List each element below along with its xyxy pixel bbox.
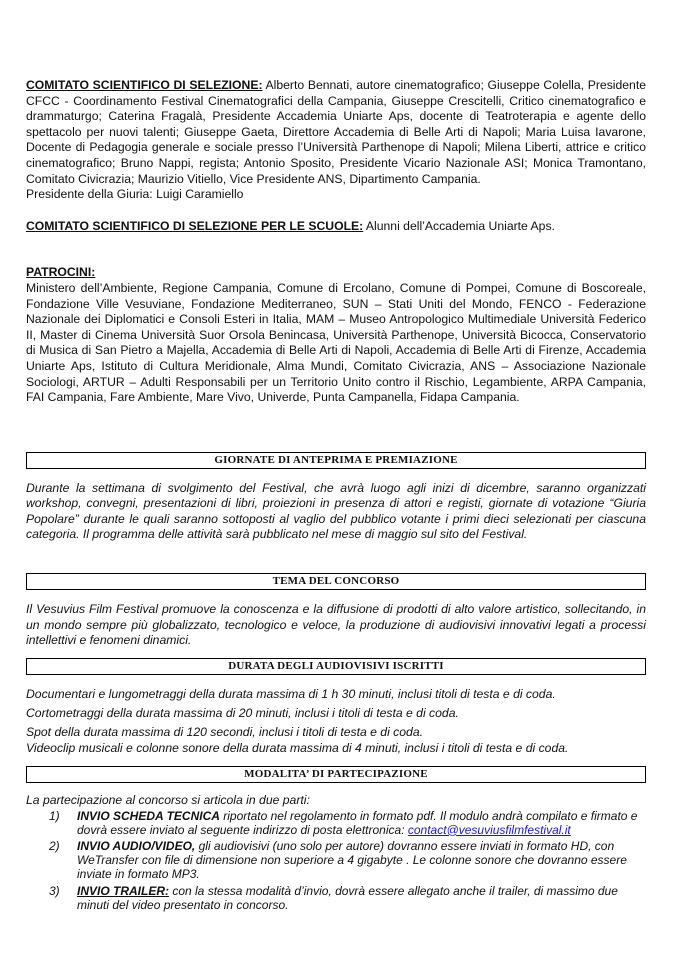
step-label: INVIO SCHEDA TECNICA — [77, 808, 220, 823]
tema-text: Il Vesuvius Film Festival promuove la conoscenza e la diffusione di prodotti di alto valore artistico, sollecitando, in un mondo sempre più globalizzato, tecnologico e veloce, la produzione di audiovisivi innovativi legati a processi intellettivi e fenomeni dinamici. — [26, 602, 646, 648]
step-number: 3) — [49, 883, 60, 898]
modalita-steps — [48, 809, 646, 912]
durata-line: Spot della durata massima di 120 secondi, inclusi i titoli di testa e di coda. — [26, 725, 423, 740]
durata-line: Documentari e lungometraggi della durata massima di 1 h 30 minuti, inclusi titoli di testa e di coda. — [26, 686, 556, 701]
contact-email-link[interactable]: contact@vesuviusfilmfestival.it — [407, 822, 571, 837]
giornate-section-title: GIORNATE DI ANTEPRIMA E PREMIAZIONE — [26, 452, 646, 469]
comitato-scuole-paragraph — [26, 219, 646, 235]
modalita-section-title: MODALITA’ DI PARTECIPAZIONE — [26, 766, 646, 783]
comitato-text: Alberto Bennati, autore cinematografico; Giuseppe Colella, Presidente CFCC - Coordinamento Festival Cinematografici della Campania, Giuseppe Crescitelli, Critico cinematografico e drammaturgo; Caterina Fragalà, Presidente Accademia Uniarte Aps, docente di Teatroterapia e agente dello spettacolo per nuovi talenti; Giuseppe Gaeta, Direttore Accademia di Belle Arti di Napoli; Maria Luisa Iavarone, Docente di Pedagogia generale e sociale presso l’Università Parthenope di Napoli; Milena Liberti, attrice e critico cinematografico; Bruno Nappi, regista; Antonio Sposito, Presidente Vicario Nazionale ASI; Monica Tramontano, Comitato Civicrazia; Maurizio Vitiello, Vice Presidente ANS, Dipartimento Campania. — [26, 78, 646, 186]
step-number: 1) — [49, 808, 60, 823]
comitato-paragraph — [26, 78, 646, 187]
patrocini-heading: PATROCINI: — [26, 265, 96, 280]
giuria-president: Presidente della Giuria: Luigi Caramiello — [26, 187, 244, 202]
list-item — [48, 884, 646, 912]
step-text: gli audiovisivi (uno solo per autore) dovranno essere inviati in formato HD, con WeTransfer con file di dimensione non superiore a 4 gigabyte . Le colonne sonore che dovranno essere inviate in formato MP3. — [77, 838, 627, 882]
step-body — [77, 839, 646, 882]
document-page — [26, 78, 646, 914]
step-body — [77, 884, 646, 912]
list-item — [48, 809, 646, 837]
durata-list — [26, 687, 646, 757]
modalita-intro: La partecipazione al concorso si articola in due parti: — [26, 793, 310, 808]
step-number: 2) — [49, 838, 60, 853]
durata-line: Cortometraggi della durata massima di 20 minuti, inclusi i titoli di testa e di coda. — [26, 705, 459, 720]
comitato-heading: COMITATO SCIENTIFICO DI SELEZIONE: — [26, 78, 263, 92]
comitato-scuole-heading: COMITATO SCIENTIFICO DI SELEZIONE PER LE SCUOLE: — [26, 218, 364, 233]
step-label: INVIO AUDIO/VIDEO, — [77, 838, 196, 853]
step-body — [77, 809, 646, 837]
tema-section-title: TEMA DEL CONCORSO — [26, 573, 646, 590]
durata-section-title: DURATA DEGLI AUDIOVISIVI ISCRITTI — [26, 658, 646, 675]
comitato-scuole-text: Alunni dell’Accademia Uniarte Aps. — [363, 218, 555, 233]
patrocini-text: Ministero dell’Ambiente, Regione Campania, Comune di Ercolano, Comune di Pompei, Comune di Boscoreale, Fondazione Ville Vesuviane, Fondazione Mediterraneo, SUN – Stati Uniti del Mondo, FENCO - Federazione Nazionale dei Diplomatici e Consoli Esteri in Italia, MAM – Museo Antropologico Multimediale Università Federico II, Master di Cinema Università Suor Orsola Benincasa, Università Parthenope, Università Bicocca, Conservatorio di Musica di San Pietro a Majella, Accademia di Belle Arti di Napoli, Accademia di Belle Arti di Firenze, Accademia Uniarte Aps, Istituto di Cultura Meridionale, Alma Mundi, Comitato Civicrazia, ANS – Associazione Nazionale Sociologi, ARTUR – Adulti Responsabili per un Territorio Unito contro il Rischio, Legambiente, ARPA Campania, FAI Campania, Fare Ambiente, Mare Vivo, Univerde, Punta Campanella, Fidapa Campania. — [26, 280, 646, 405]
list-item — [48, 839, 646, 882]
step-text: riportato nel regolamento in formato pdf. Il modulo andrà compilato e firmato e dovrà essere inviato al seguente indirizzo di posta elettronica: — [77, 808, 638, 837]
durata-line: Videoclip musicali e colonne sonore della durata massima di 4 minuti, inclusi i titoli di testa e di coda. — [26, 740, 569, 755]
giornate-text: Durante la settimana di svolgimento del Festival, che avrà luogo agli inizi di dicembre, saranno organizzati workshop, convegni, presentazioni di libri, proiezioni in presenza di attori e registi, giornate di votazione “Giuria Popolare” durante le quali saranno sottoposti al vaglio del pubblico votante i primi dieci selezionati per ciascuna categoria. Il programma delle attività sarà pubblicato nel mese di maggio sul sito del Festival. — [26, 480, 646, 541]
step-text: con la stessa modalità d’invio, dovrà essere allegato anche il trailer, di massimo due minuti del video presentato in concorso. — [77, 883, 618, 912]
step-label: INVIO TRAILER: — [77, 883, 169, 898]
